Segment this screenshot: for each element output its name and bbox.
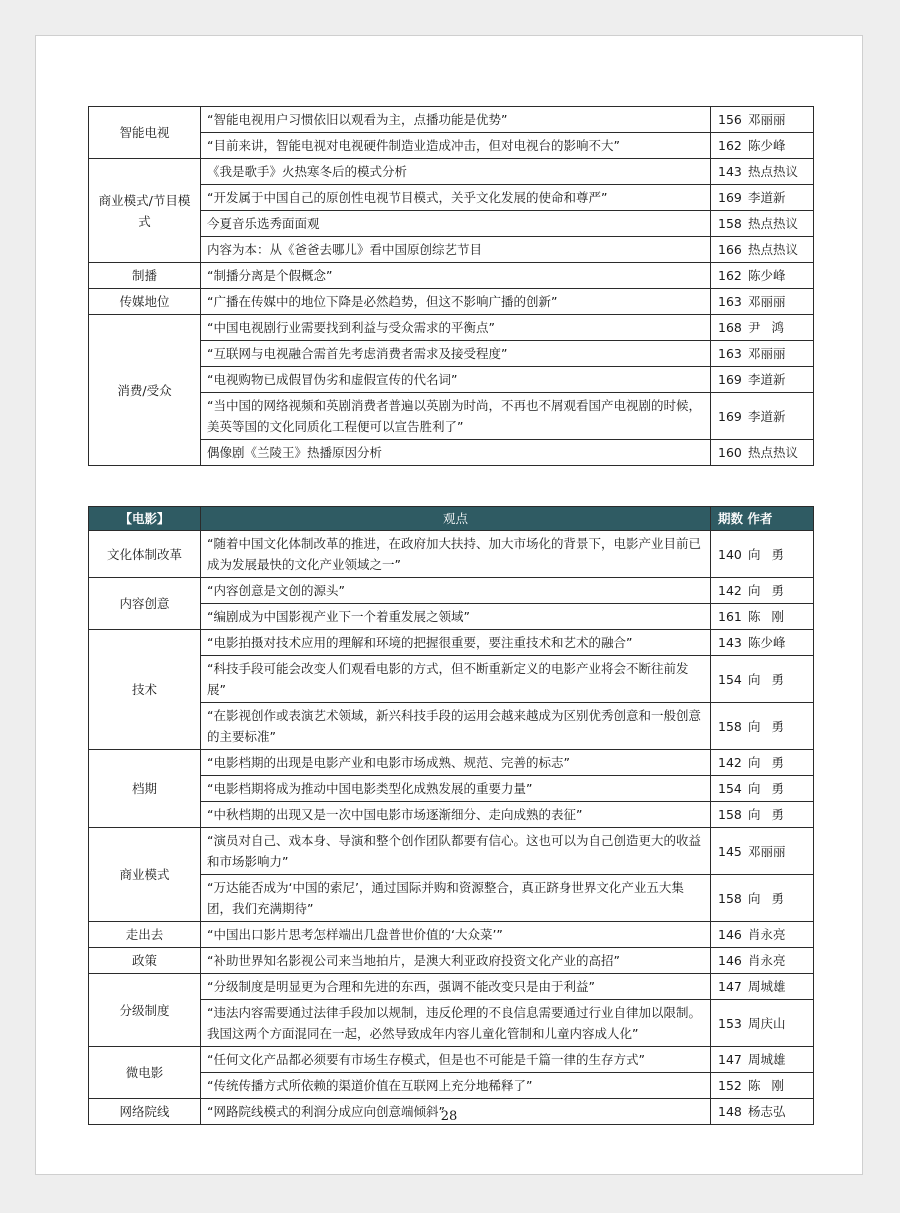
issue-number: 147 <box>718 1052 742 1067</box>
issue-number: 140 <box>718 546 742 562</box>
viewpoint-cell: “中国出口影片思考怎样端出几盘普世价值的‘大众菜’” <box>201 922 711 948</box>
issue-number: 166 <box>718 242 742 257</box>
author-name: 向勇 <box>747 583 795 598</box>
header-viewpoint: 观点 <box>201 507 711 531</box>
issue-number: 152 <box>718 1078 742 1093</box>
table-row <box>89 828 814 875</box>
author-name: 陈刚 <box>747 1078 795 1093</box>
viewpoint-cell: 偶像剧《兰陵王》热播原因分析 <box>201 440 711 466</box>
issue-number: 154 <box>718 671 742 687</box>
viewpoint-cell: 内容为本：从《爸爸去哪儿》看中国原创综艺节目 <box>201 237 711 263</box>
issue-number: 143 <box>718 635 742 650</box>
author-name: 热点热议 <box>747 164 798 179</box>
viewpoint-cell: “内容创意是文创的源头” <box>201 578 711 604</box>
tv-viewpoints-table <box>88 106 814 466</box>
author-name: 向勇 <box>747 890 795 906</box>
author-name: 陈少峰 <box>747 138 786 153</box>
issue-number: 142 <box>718 583 742 598</box>
author-name: 向勇 <box>747 755 795 770</box>
viewpoint-cell: “电影档期将成为推动中国电影类型化成熟发展的重要力量” <box>201 776 711 802</box>
viewpoint-cell: 《我是歌手》火热寒冬后的模式分析 <box>201 159 711 185</box>
header-category: 【电影】 <box>89 507 201 531</box>
viewpoint-cell: “广播在传媒中的地位下降是必然趋势，但这不影响广播的创新” <box>201 289 711 315</box>
viewpoint-cell: “制播分离是个假概念” <box>201 263 711 289</box>
issue-author-cell <box>711 185 814 211</box>
issue-author-cell <box>711 604 814 630</box>
author-name: 向勇 <box>747 807 795 822</box>
issue-author-cell <box>711 367 814 393</box>
issue-number: 169 <box>718 372 742 387</box>
issue-number: 154 <box>718 781 742 796</box>
category-cell: 微电影 <box>89 1047 201 1099</box>
issue-number: 158 <box>718 890 742 906</box>
author-name: 向勇 <box>747 781 795 796</box>
author-name: 肖永亮 <box>747 953 786 968</box>
author-name: 陈少峰 <box>747 268 786 283</box>
table-row <box>89 159 814 185</box>
category-cell: 消费/受众 <box>89 315 201 466</box>
issue-number: 143 <box>718 164 742 179</box>
issue-author-cell <box>711 289 814 315</box>
issue-author-cell <box>711 211 814 237</box>
viewpoint-cell: “随着中国文化体制改革的推进，在政府加大扶持、加大市场化的背景下，电影产业目前已成为发展最快的文化产业领域之一” <box>201 531 711 578</box>
table-row <box>89 289 814 315</box>
viewpoint-cell: “分级制度是明显更为合理和先进的东西，强调不能改变只是由于利益” <box>201 974 711 1000</box>
issue-author-cell <box>711 107 814 133</box>
issue-number: 160 <box>718 445 742 460</box>
issue-author-cell <box>711 263 814 289</box>
viewpoint-cell: “互联网与电视融合需首先考虑消费者需求及接受程度” <box>201 341 711 367</box>
author-name: 热点热议 <box>747 216 798 231</box>
author-name: 邓丽丽 <box>747 294 786 309</box>
issue-number: 148 <box>718 1104 742 1119</box>
issue-author-cell <box>711 1000 814 1047</box>
table-row <box>89 630 814 656</box>
issue-number: 156 <box>718 112 742 127</box>
category-cell: 智能电视 <box>89 107 201 159</box>
author-name: 李道新 <box>747 372 786 387</box>
issue-number: 153 <box>718 1015 742 1031</box>
issue-author-cell <box>711 440 814 466</box>
issue-author-cell <box>711 159 814 185</box>
issue-author-cell <box>711 578 814 604</box>
issue-number: 147 <box>718 979 742 994</box>
category-cell: 走出去 <box>89 922 201 948</box>
issue-number: 142 <box>718 755 742 770</box>
author-name: 李道新 <box>747 408 786 424</box>
issue-author-cell <box>711 133 814 159</box>
page-number: 28 <box>440 1109 458 1124</box>
issue-author-cell <box>711 1047 814 1073</box>
issue-author-cell <box>711 776 814 802</box>
viewpoint-cell: “电视购物已成假冒伪劣和虚假宣传的代名词” <box>201 367 711 393</box>
category-cell: 商业模式 <box>89 828 201 922</box>
viewpoint-cell: “科技手段可能会改变人们观看电影的方式，但不断重新定义的电影产业将会不断往前发展” <box>201 656 711 703</box>
issue-author-cell <box>711 802 814 828</box>
table-row <box>89 750 814 776</box>
issue-number: 163 <box>718 346 742 361</box>
author-name: 杨志弘 <box>747 1104 786 1119</box>
author-name: 陈刚 <box>747 609 795 624</box>
category-cell: 档期 <box>89 750 201 828</box>
category-cell: 网络院线 <box>89 1099 201 1125</box>
author-name: 向勇 <box>747 671 795 687</box>
viewpoint-cell: “中国电视剧行业需要找到利益与受众需求的平衡点” <box>201 315 711 341</box>
author-name: 尹鸿 <box>747 320 795 335</box>
issue-author-cell <box>711 630 814 656</box>
viewpoint-cell: “编剧成为中国影视产业下一个着重发展之领域” <box>201 604 711 630</box>
viewpoint-cell: “电影拍摄对技术应用的理解和环境的把握很重要，要注重技术和艺术的融合” <box>201 630 711 656</box>
viewpoint-cell: “网路院线模式的利润分成应向创意端倾斜” <box>201 1099 711 1125</box>
issue-number: 162 <box>718 268 742 283</box>
category-cell: 制播 <box>89 263 201 289</box>
table-row <box>89 974 814 1000</box>
viewpoint-cell: “智能电视用户习惯依旧以观看为主，点播功能是优势” <box>201 107 711 133</box>
viewpoint-cell: “任何文化产品都必须要有市场生存模式，但是也不可能是千篇一律的生存方式” <box>201 1047 711 1073</box>
film-viewpoints-table <box>88 506 814 1125</box>
viewpoint-cell: “万达能否成为‘中国的索尼’，通过国际并购和资源整合，真正跻身世界文化产业五大集团，我们充满期待” <box>201 875 711 922</box>
issue-number: 162 <box>718 138 742 153</box>
film-table-header <box>89 507 814 531</box>
author-name: 周城雄 <box>747 979 786 994</box>
author-name: 热点热议 <box>747 445 798 460</box>
issue-number: 145 <box>718 843 742 859</box>
issue-number: 161 <box>718 609 742 624</box>
issue-author-cell <box>711 315 814 341</box>
author-name: 热点热议 <box>747 242 798 257</box>
author-name: 邓丽丽 <box>747 346 786 361</box>
viewpoint-cell: 今夏音乐选秀面面观 <box>201 211 711 237</box>
issue-author-cell <box>711 750 814 776</box>
category-cell: 技术 <box>89 630 201 750</box>
issue-author-cell <box>711 875 814 922</box>
category-cell: 商业模式/节目模式 <box>89 159 201 263</box>
viewpoint-cell: “中秋档期的出现又是一次中国电影市场逐渐细分、走向成熟的表征” <box>201 802 711 828</box>
issue-author-cell <box>711 393 814 440</box>
issue-author-cell <box>711 656 814 703</box>
issue-author-cell <box>711 948 814 974</box>
issue-author-cell <box>711 341 814 367</box>
category-cell: 政策 <box>89 948 201 974</box>
issue-number: 158 <box>718 718 742 734</box>
table-row <box>89 315 814 341</box>
author-name: 陈少峰 <box>747 635 786 650</box>
viewpoint-cell: “开发属于中国自己的原创性电视节目模式，关乎文化发展的使命和尊严” <box>201 185 711 211</box>
viewpoint-cell: “在影视创作或表演艺术领域，新兴科技手段的运用会越来越成为区别优秀创意和一般创意的主要标准” <box>201 703 711 750</box>
viewpoint-cell: “传统传播方式所依赖的渠道价值在互联网上充分地稀释了” <box>201 1073 711 1099</box>
issue-number: 158 <box>718 807 742 822</box>
author-name: 邓丽丽 <box>747 112 786 127</box>
viewpoint-cell: “当中国的网络视频和英剧消费者普遍以英剧为时尚，不再也不屑观看国产电视剧的时候，美英等国的文化同质化工程便可以宣告胜利了” <box>201 393 711 440</box>
issue-number: 163 <box>718 294 742 309</box>
category-cell: 文化体制改革 <box>89 531 201 578</box>
table-row <box>89 948 814 974</box>
issue-number: 169 <box>718 190 742 205</box>
category-cell: 传媒地位 <box>89 289 201 315</box>
table-row <box>89 578 814 604</box>
table-row <box>89 531 814 578</box>
issue-author-cell <box>711 974 814 1000</box>
issue-author-cell <box>711 1073 814 1099</box>
viewpoint-cell: “演员对自己、戏本身、导演和整个创作团队都要有信心。这也可以为自己创造更大的收益和市场影响力” <box>201 828 711 875</box>
issue-number: 168 <box>718 320 742 335</box>
viewpoint-cell: “电影档期的出现是电影产业和电影市场成熟、规范、完善的标志” <box>201 750 711 776</box>
table-row <box>89 107 814 133</box>
issue-number: 146 <box>718 953 742 968</box>
issue-author-cell <box>711 531 814 578</box>
issue-author-cell <box>711 703 814 750</box>
table-row <box>89 1047 814 1073</box>
issue-author-cell <box>711 828 814 875</box>
author-name: 肖永亮 <box>747 927 786 942</box>
viewpoint-cell: “目前来讲，智能电视对电视硬件制造业造成冲击，但对电视台的影响不大” <box>201 133 711 159</box>
viewpoint-cell: “补助世界知名影视公司来当地拍片，是澳大利亚政府投资文化产业的高招” <box>201 948 711 974</box>
table-row <box>89 263 814 289</box>
author-name: 周庆山 <box>747 1015 786 1031</box>
issue-number: 146 <box>718 927 742 942</box>
category-cell: 内容创意 <box>89 578 201 630</box>
author-name: 向勇 <box>747 718 795 734</box>
issue-author-cell <box>711 237 814 263</box>
author-name: 向勇 <box>747 546 795 562</box>
issue-number: 169 <box>718 408 742 424</box>
category-cell: 分级制度 <box>89 974 201 1047</box>
header-issue-author: 期数 作者 <box>711 507 814 531</box>
issue-author-cell <box>711 922 814 948</box>
table-row <box>89 922 814 948</box>
document-page <box>35 35 863 1175</box>
issue-number: 158 <box>718 216 742 231</box>
viewpoint-cell: “违法内容需要通过法律手段加以规制，违反伦理的不良信息需要通过行业自律加以限制。我国这两个方面混同在一起，必然导致成年内容儿童化管制和儿童内容成人化” <box>201 1000 711 1047</box>
author-name: 邓丽丽 <box>747 843 786 859</box>
author-name: 周城雄 <box>747 1052 786 1067</box>
author-name: 李道新 <box>747 190 786 205</box>
